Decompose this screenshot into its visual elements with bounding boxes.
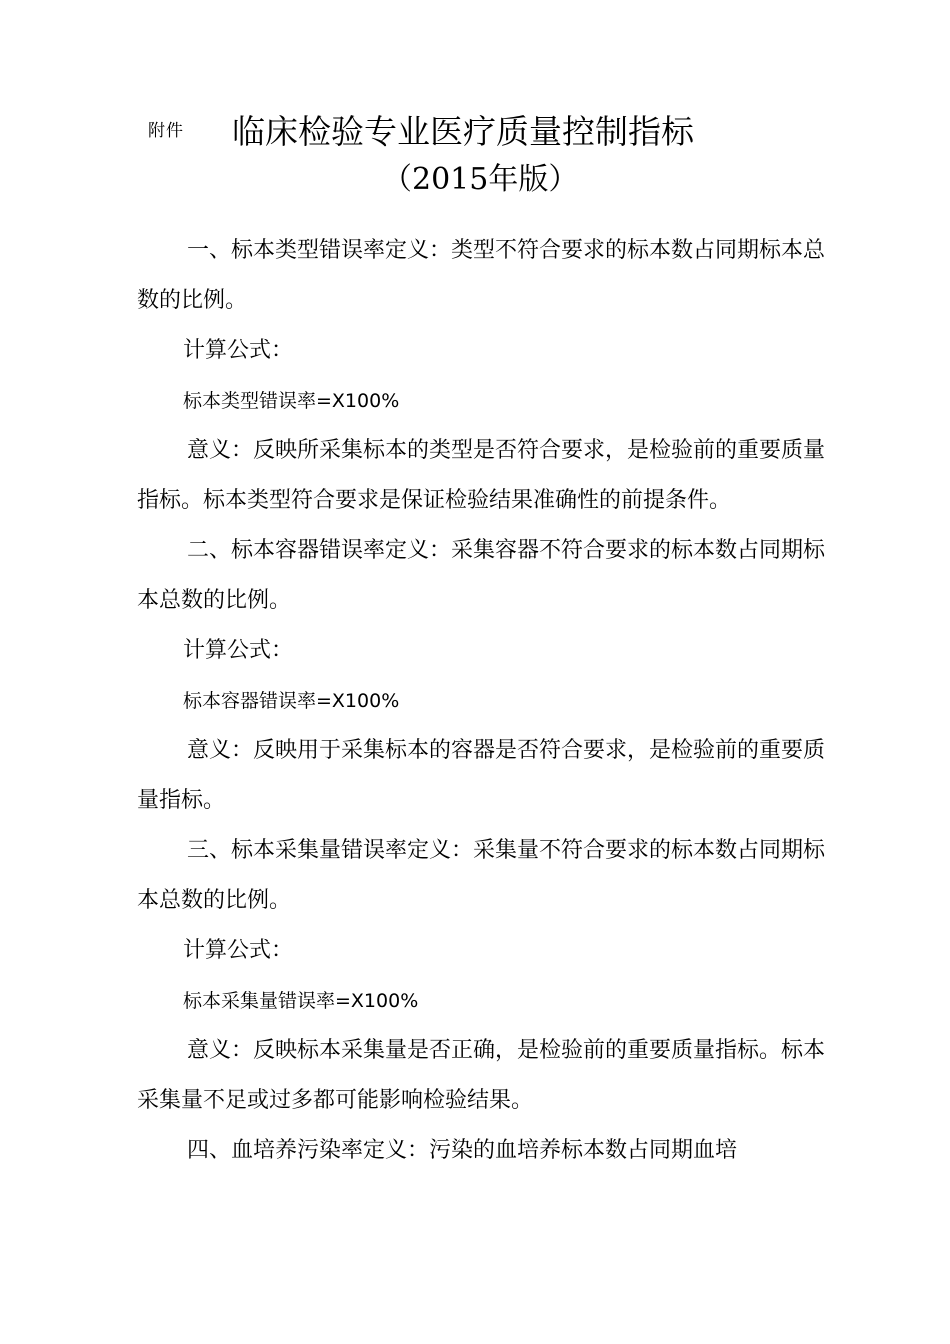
section-4 [137, 1126, 827, 1176]
section-definition: 二、标本容器错误率定义：采集容器不符合要求的标本数占同期标本总数的比例。 [137, 538, 826, 613]
formula-label: 计算公式： [183, 938, 294, 963]
section-meaning: 意义：反映用于采集标本的容器是否符合要求，是检验前的重要质量指标。 [137, 738, 826, 813]
document-body [137, 226, 827, 1176]
formula: 标本类型错误率=X100% [183, 390, 400, 412]
formula-label: 计算公式： [183, 338, 294, 363]
section-meaning: 意义：反映所采集标本的类型是否符合要求，是检验前的重要质量指标。标本类型符合要求是保证检验结果准确性的前提条件。 [137, 438, 826, 513]
formula: 标本容器错误率=X100% [183, 690, 400, 712]
section-1 [137, 226, 827, 526]
section-2 [137, 526, 827, 826]
formula-label: 计算公式： [183, 638, 294, 663]
section-meaning: 意义：反映标本采集量是否正确，是检验前的重要质量指标。标本采集量不足或过多都可能影响检验结果。 [137, 1038, 826, 1113]
attachment-label: 附件 [148, 121, 184, 141]
section-definition: 三、标本采集量错误率定义：采集量不符合要求的标本数占同期标本总数的比例。 [137, 838, 826, 913]
section-definition: 一、标本类型错误率定义：类型不符合要求的标本数占同期标本总数的比例。 [137, 238, 826, 313]
document-title: 临床检验专业医疗质量控制指标 [232, 112, 694, 151]
document-edition: （2015年版） [382, 162, 579, 197]
formula: 标本采集量错误率=X100% [183, 990, 419, 1012]
section-definition: 四、血培养污染率定义：污染的血培养标本数占同期血培 [187, 1138, 738, 1163]
section-3 [137, 826, 827, 1126]
